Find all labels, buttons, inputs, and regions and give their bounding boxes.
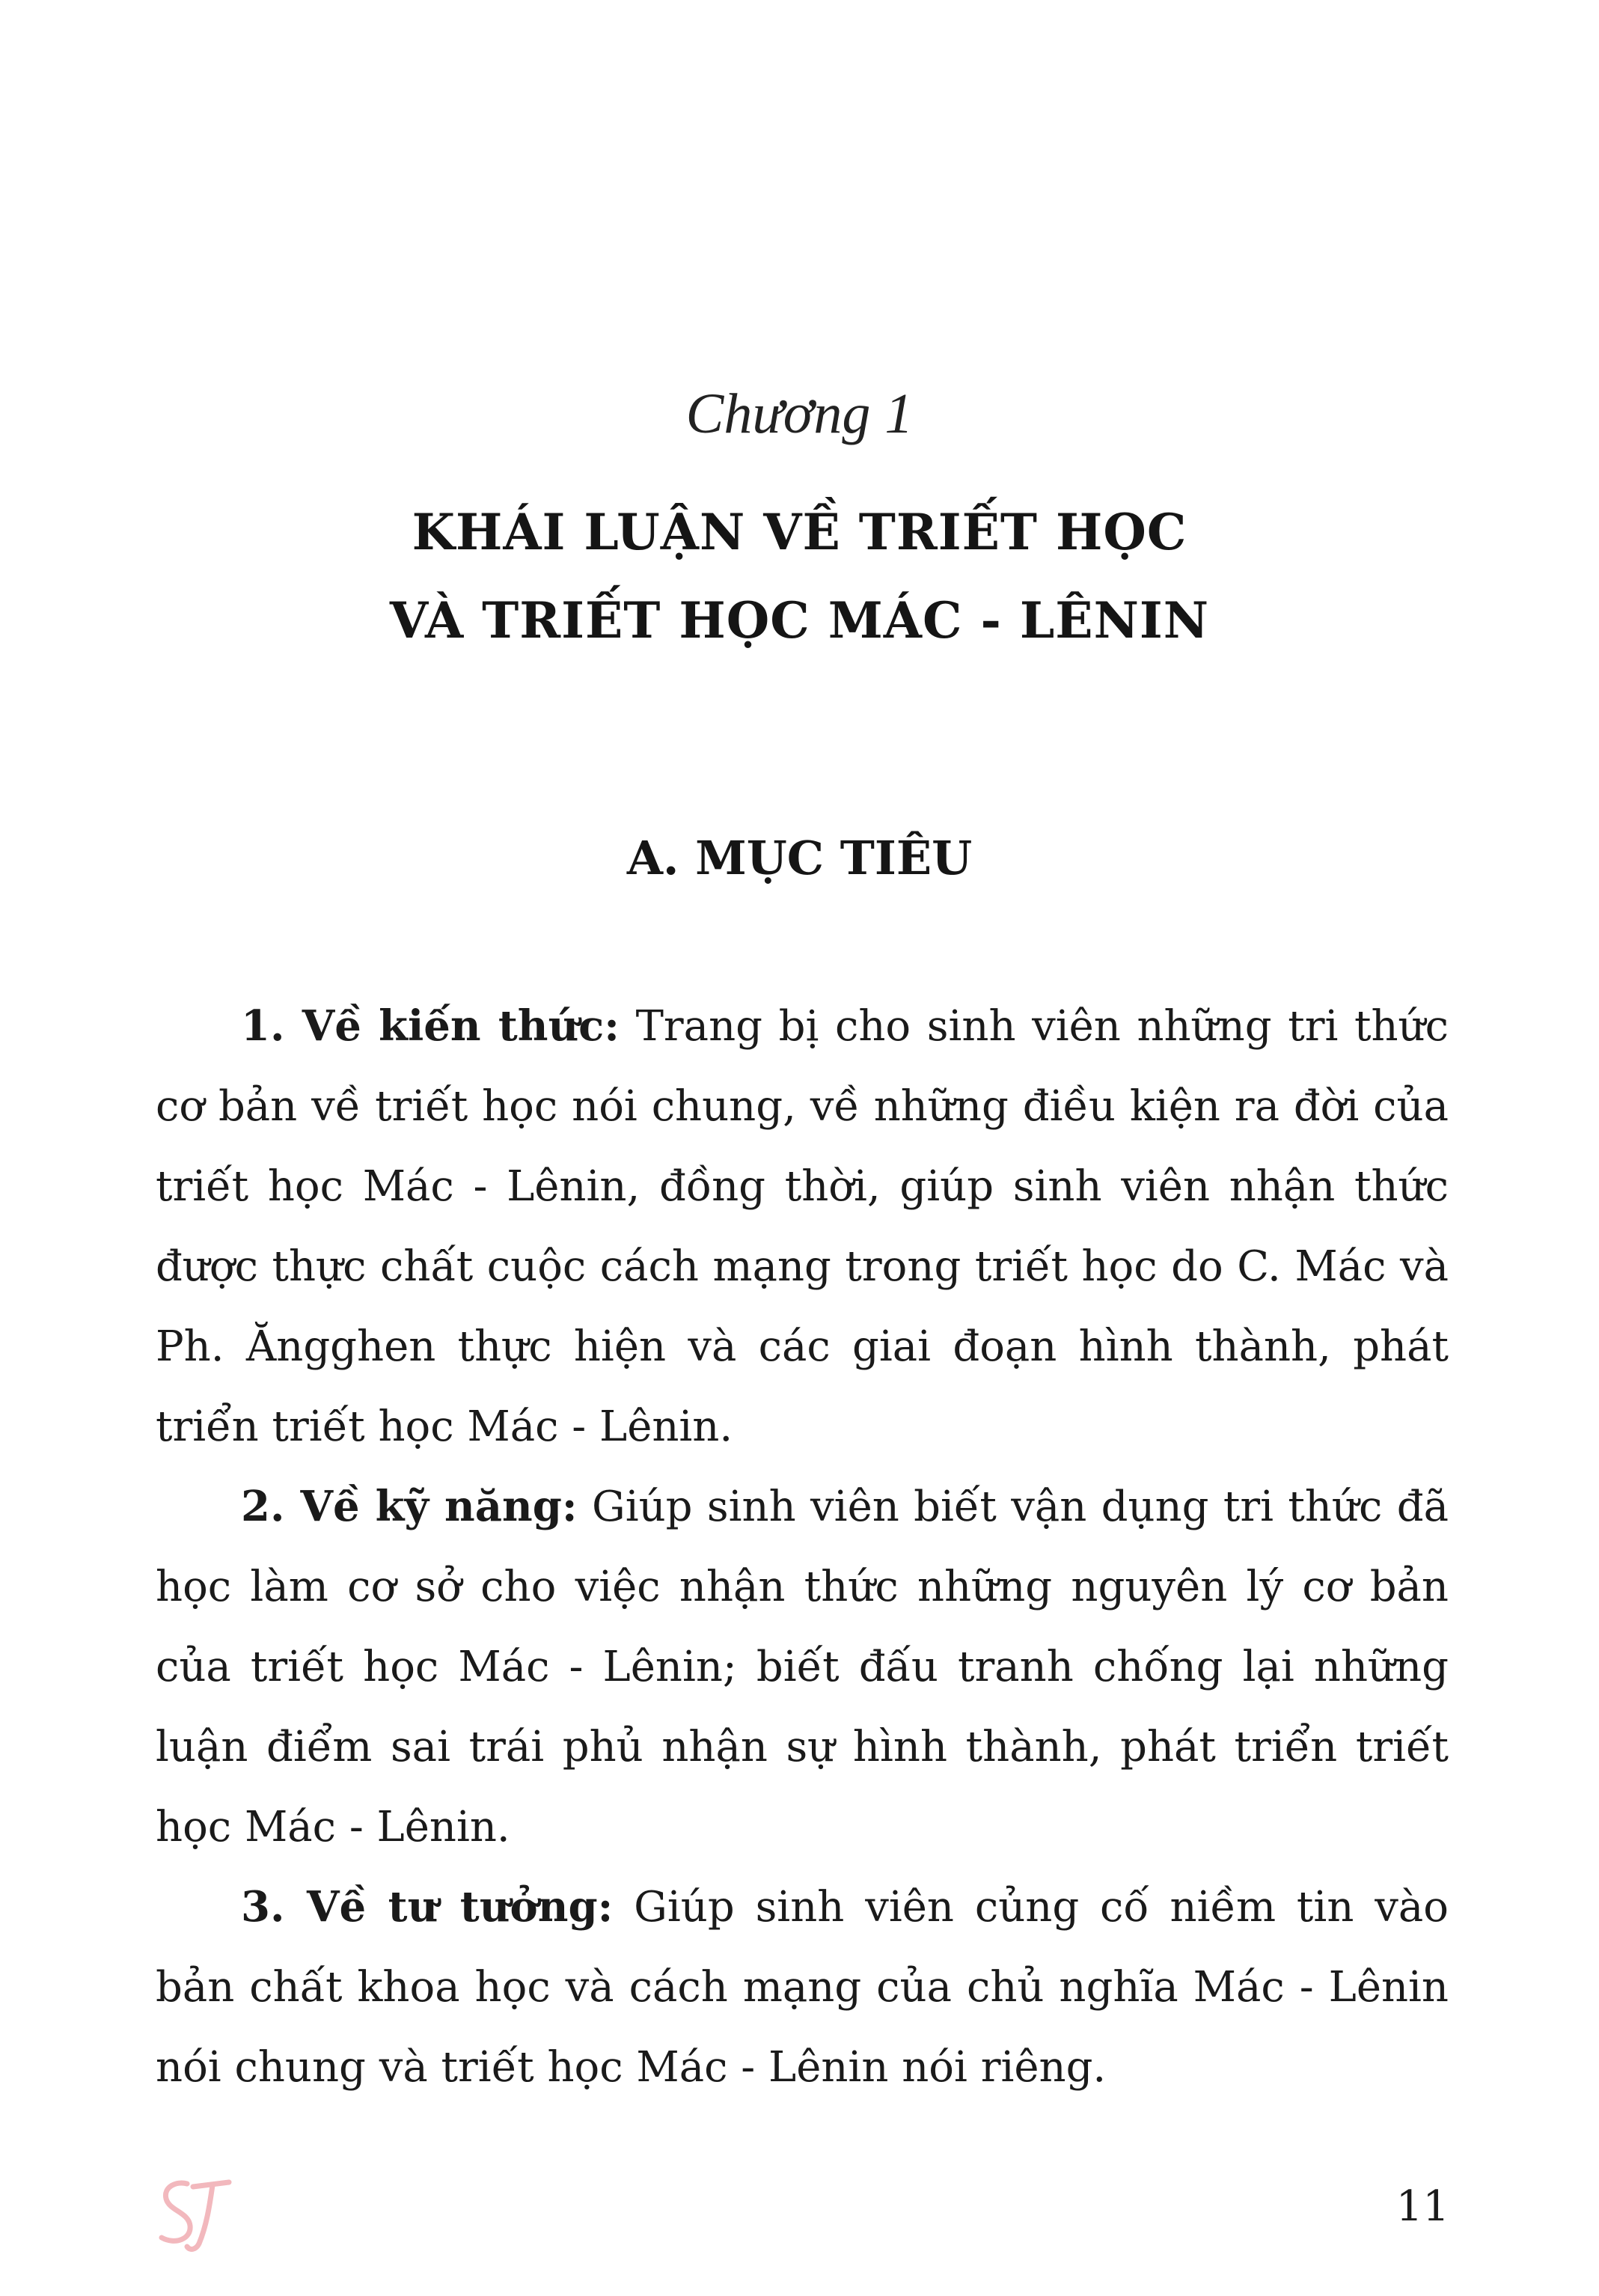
paragraph-lead: 2. Về kỹ năng: [241, 1482, 578, 1531]
paragraph-text: Trang bị cho sinh viên những tri thức cơ bản về triết học nói chung, về những điều kiện ra đời của triết học Mác - Lênin, đồng thời, giúp sinh viên nhận thức được thực chất cuộc cách mạng trong triết học do C. Mác và Ph. Ăngghen thực hiện và các giai đoạn hình thành, phát triển triết học Mác - Lênin. [156, 1002, 1449, 1451]
paragraph-lead: 1. Về kiến thức: [241, 1001, 620, 1051]
paragraph-knowledge [156, 986, 1449, 1467]
paragraph-text: Giúp sinh viên củng cố niềm tin vào bản chất khoa học và cách mạng của chủ nghĩa Mác - Lênin nói chung và triết học Mác - Lênin nói riêng. [156, 1883, 1449, 2092]
publisher-logo [154, 2172, 236, 2256]
chapter-title-line-2: VÀ TRIẾT HỌC MÁC - LÊNIN [389, 591, 1210, 650]
chapter-title-line-1: KHÁI LUẬN VỀ TRIẾT HỌC [412, 503, 1187, 561]
section-heading: A. MỤC TIÊU [626, 831, 973, 885]
paragraph-skills [156, 1467, 1449, 1867]
objectives-body [156, 986, 1449, 2107]
paragraph-lead: 3. Về tư tưởng: [241, 1882, 614, 1932]
chapter-label: Chương 1 [685, 382, 914, 445]
paragraph-ideology [156, 1867, 1449, 2107]
paragraph-text: Giúp sinh viên biết vận dụng tri thức đã học làm cơ sở cho việc nhận thức những nguyên lý cơ bản của triết học Mác - Lênin; biết đấu tranh chống lại những luận điểm sai trái phủ nhận sự hình thành, phát triển triết học Mác - Lênin. [156, 1483, 1449, 1851]
page-number: 11 [1395, 2182, 1449, 2231]
